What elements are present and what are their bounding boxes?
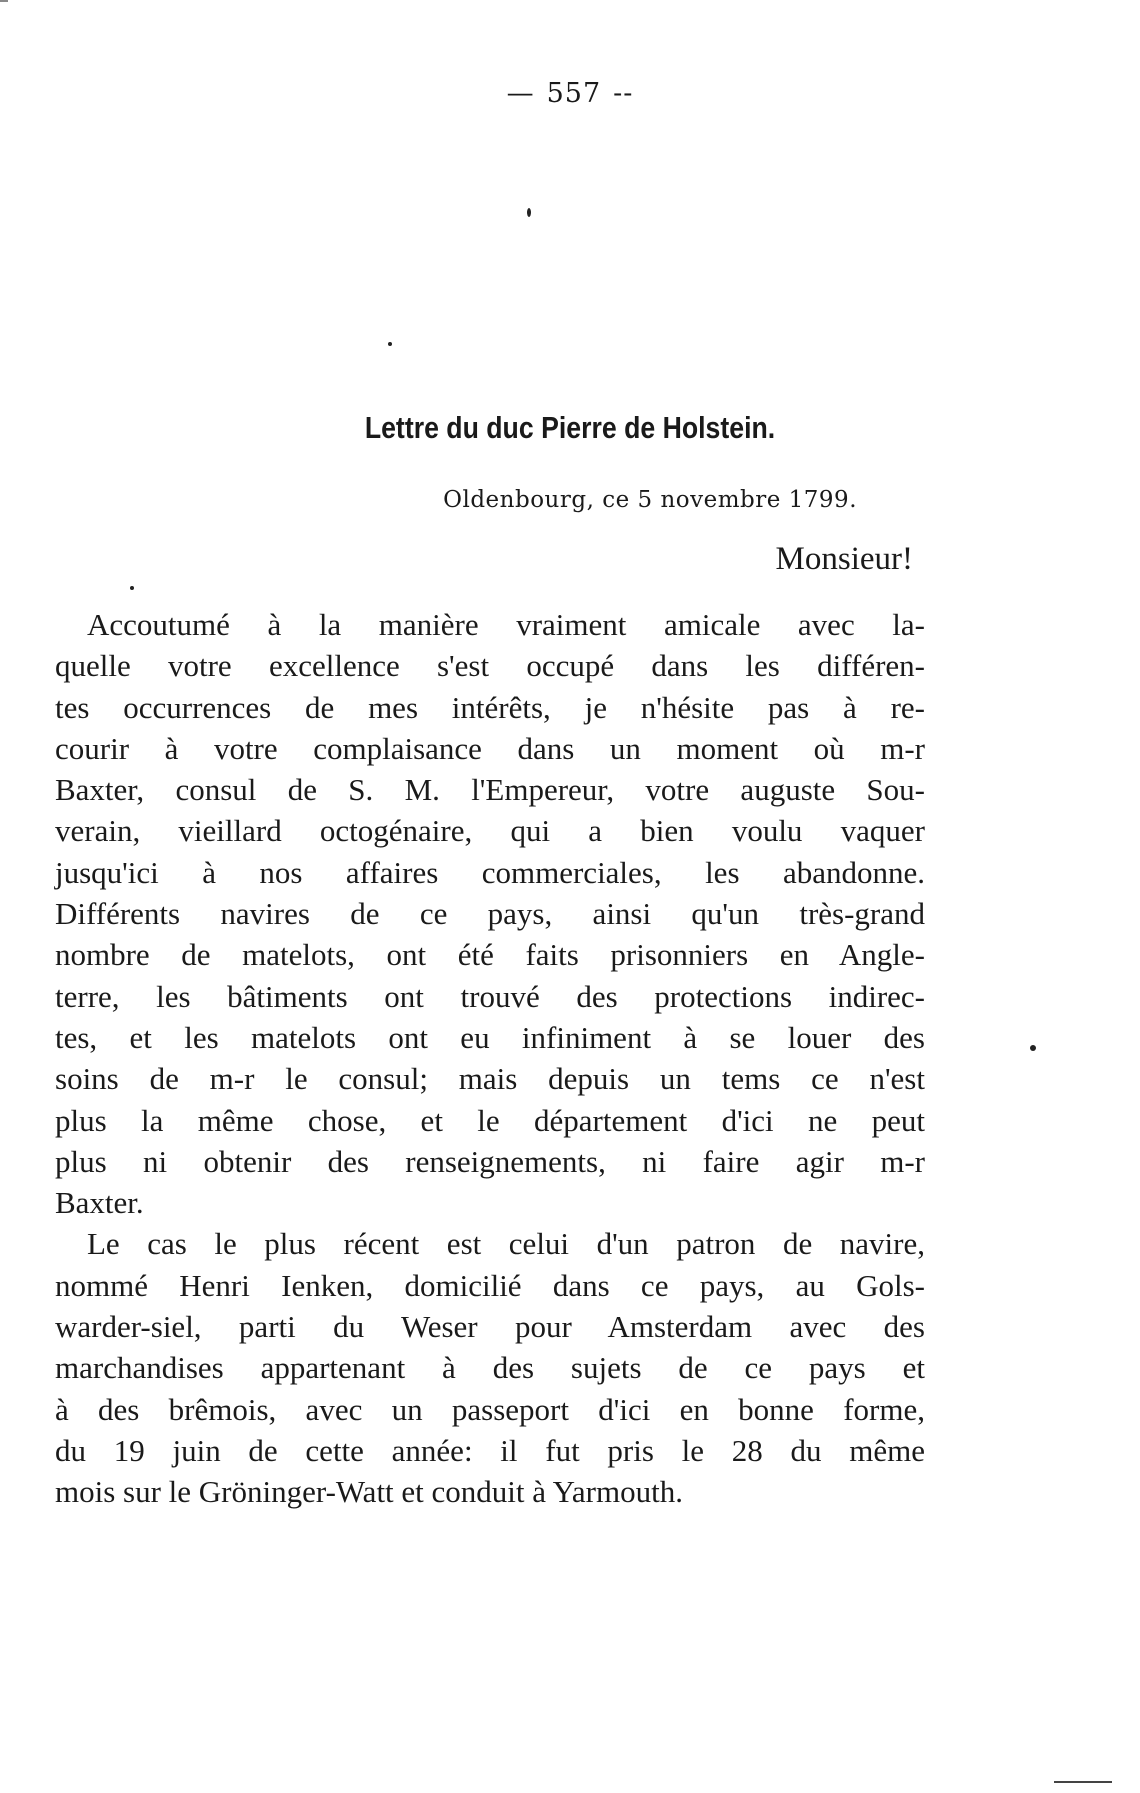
text-line: plus la même chose, et le département d'ici ne peut	[55, 1102, 925, 1138]
text-line: quelle votre excellence s'est occupé dans les différen-	[55, 648, 925, 684]
page-number-dash-right: --	[613, 78, 634, 109]
letter-dateline: Oldenbourg, ce 5 novembre 1799.	[443, 487, 857, 513]
page-number	[0, 78, 1140, 109]
scan-speck	[1030, 1045, 1036, 1051]
text-line: verain, vieillard octogénaire, qui a bien voulu vaquer	[55, 813, 925, 849]
corner-mark	[0, 0, 8, 2]
scan-speck	[388, 342, 392, 346]
text-line: Différents navires de ce pays, ainsi qu'un très-grand	[55, 896, 925, 932]
text-line: Accoutumé à la manière vraiment amicale avec la-	[87, 607, 925, 642]
text-line: à des brêmois, avec un passeport d'ici en bonne forme,	[55, 1391, 925, 1427]
text-line: marchandises appartenant à des sujets de ce pays et	[55, 1350, 925, 1386]
text-line: soins de m-r le consul; mais depuis un tems ce n'est	[55, 1061, 925, 1097]
page-number-value: 557	[546, 78, 602, 109]
scan-speck	[527, 208, 531, 217]
text-line: terre, les bâtiments ont trouvé des protections indirec-	[55, 978, 925, 1014]
letter-salutation: Monsieur!	[775, 541, 913, 577]
text-line: du 19 juin de cette année: il fut pris le 28 du même	[55, 1432, 925, 1468]
text-line: nommé Henri Ienken, domicilié dans ce pays, au Gols-	[55, 1267, 925, 1303]
scan-speck	[130, 586, 134, 590]
text-line: Baxter.	[55, 1185, 144, 1221]
text-line: mois sur le Gröninger-Watt et conduit à Yarmouth.	[55, 1474, 683, 1510]
paragraph-1	[55, 604, 925, 1223]
text-line: Le cas le plus récent est celui d'un patron de navire,	[87, 1226, 925, 1262]
text-line: Baxter, consul de S. M. l'Empereur, votre auguste Sou-	[55, 772, 925, 808]
text-line: warder-siel, parti du Weser pour Amsterdam avec des	[55, 1309, 925, 1345]
text-line: plus ni obtenir des renseignements, ni faire agir m-r	[55, 1143, 925, 1179]
letter-body	[55, 604, 925, 1513]
text-line: courir à votre complaisance dans un moment où m-r	[55, 730, 925, 766]
text-line: tes occurrences de mes intérêts, je n'hésite pas à re-	[55, 689, 925, 725]
text-line: nombre de matelots, ont été faits prisonniers en Angle-	[55, 937, 925, 973]
paragraph-2	[55, 1223, 925, 1512]
page-number-dash-left: —	[506, 78, 535, 109]
text-line: tes, et les matelots ont eu infiniment à se louer des	[55, 1019, 925, 1055]
letter-title: Lettre du duc Pierre de Holstein.	[364, 410, 776, 445]
text-line: jusqu'ici à nos affaires commerciales, les abandonne.	[55, 854, 925, 890]
bottom-rule	[1054, 1781, 1112, 1783]
